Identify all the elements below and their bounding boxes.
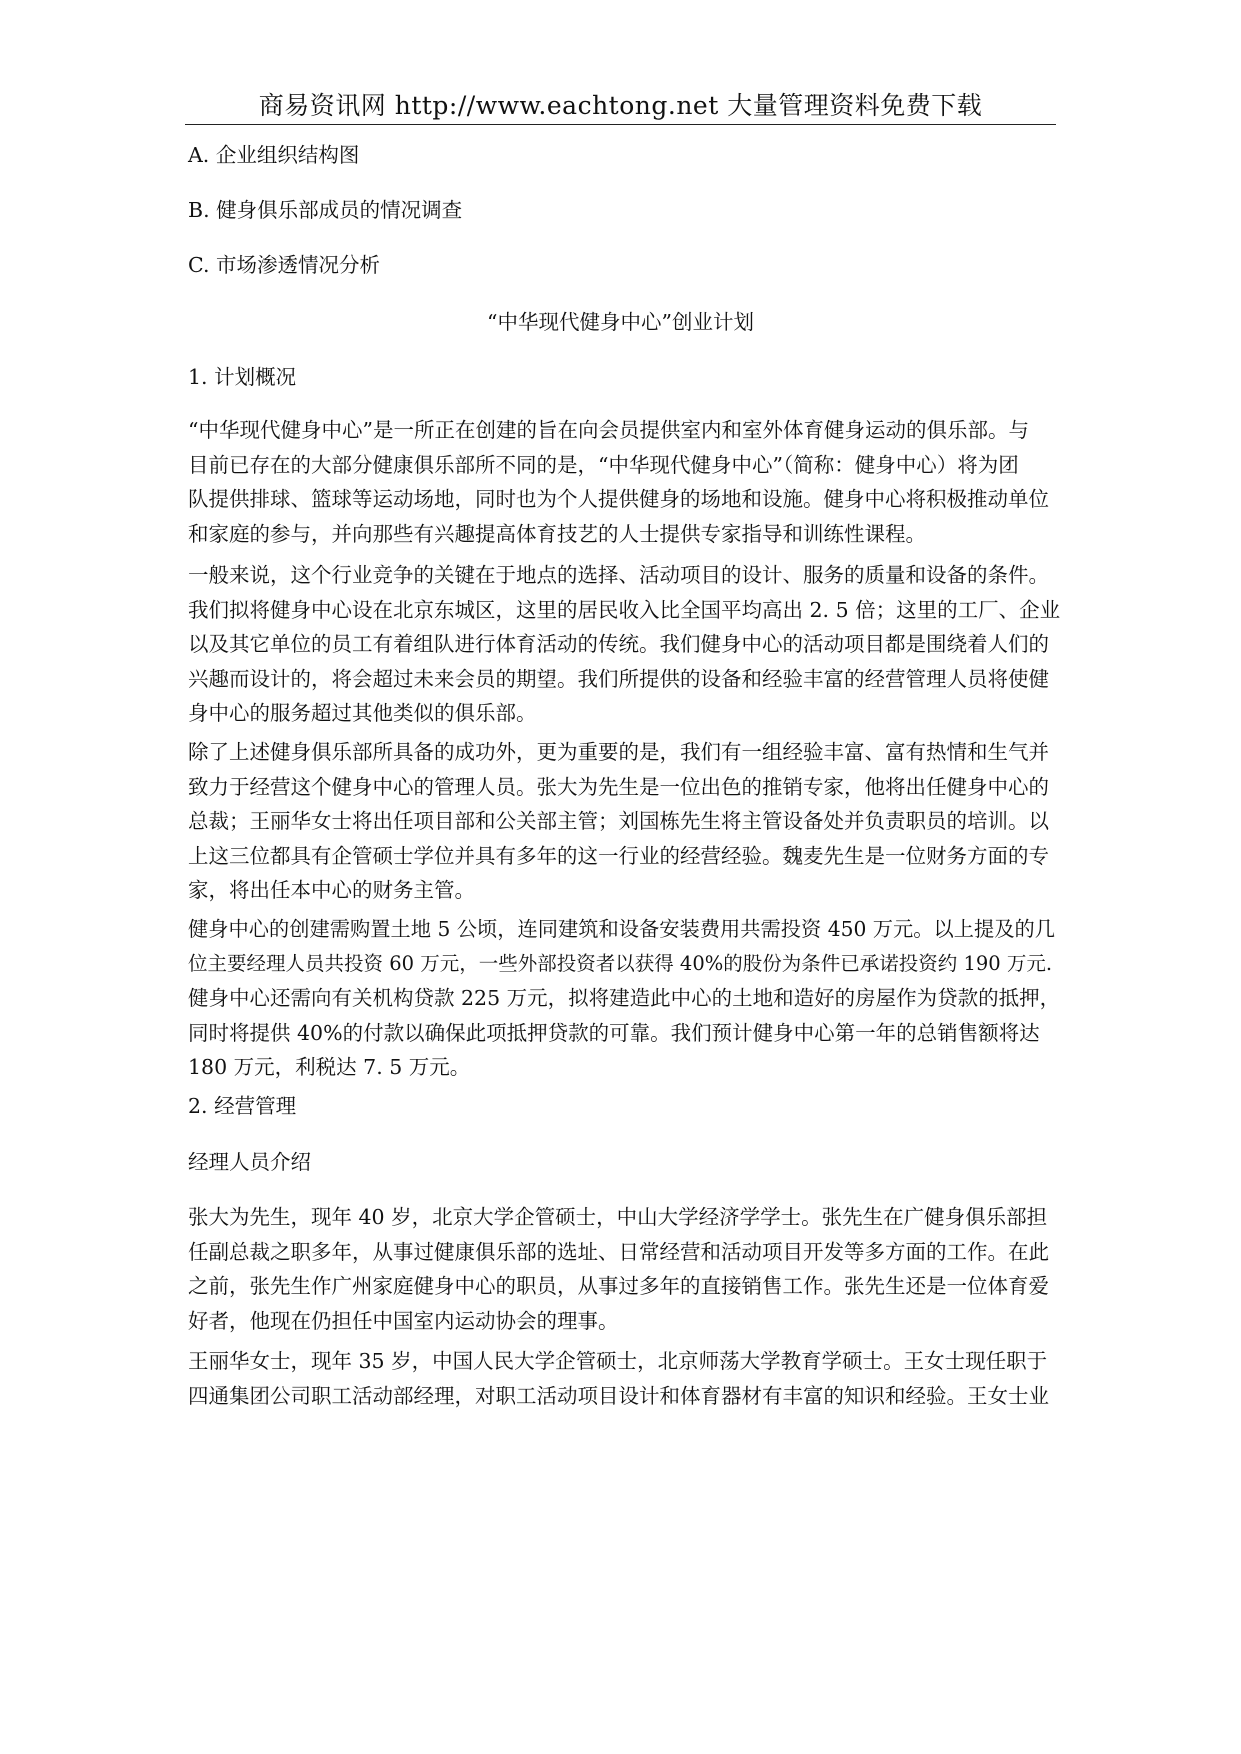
appendix-item-b: B. 健身俱乐部成员的情况调查 <box>188 198 463 222</box>
section-1-heading: 1. 计划概况 <box>188 365 297 389</box>
paragraph-line: 张大为先生，现年 40 岁，北京大学企管硕士，中山大学经济学学士。张先生在广健身俱乐部担 <box>188 1205 1048 1229</box>
paragraph-line: 四通集团公司职工活动部经理，对职工活动项目设计和体育器材有丰富的知识和经验。王女士业 <box>188 1383 1049 1408</box>
paragraph-line: 好者，他现在仍担任中国室内运动协会的理事。 <box>188 1308 619 1333</box>
paragraph-line: 我们拟将健身中心设在北京东城区，这里的居民收入比全国平均高出 2. 5 倍；这里的工厂、企业 <box>188 597 1061 622</box>
bio-wang-lihua <box>188 1344 1060 1413</box>
appendix-item-c: C. 市场渗透情况分析 <box>188 253 380 277</box>
paragraph-line: 之前，张先生作广州家庭健身中心的职员，从事过多年的直接销售工作。张先生还是一位体育爱 <box>188 1274 1049 1298</box>
managers-subheading: 经理人员介绍 <box>188 1150 311 1174</box>
paragraph-line: 和家庭的参与，并向那些有兴趣提高体育技艺的人士提供专家指导和训练性课程。 <box>188 521 926 546</box>
paragraph-line: 上这三位都具有企管硕士学位并具有多年的这一行业的经营经验。魏麦先生是一位财务方面的专 <box>188 843 1049 868</box>
paragraph-line: 健身中心的创建需购置土地 5 公顷，连同建筑和设备安装费用共需投资 450 万元。以上提及的几 <box>188 917 1056 941</box>
paragraph-line: 180 万元，利税达 7. 5 万元。 <box>188 1055 471 1079</box>
section-2-heading: 2. 经营管理 <box>188 1094 297 1118</box>
document-title: “中华现代健身中心”创业计划 <box>487 310 754 334</box>
page-header <box>185 84 1056 125</box>
paragraph-line: “中华现代健身中心”是一所正在创建的旨在向会员提供室内和室外体育健身运动的俱乐部。与 <box>188 418 1029 442</box>
paragraph-management-team <box>188 735 1060 908</box>
paragraph-line: 目前已存在的大部分健康俱乐部所不同的是，“中华现代健身中心”（简称：健身中心）将为团 <box>188 452 1019 477</box>
header-text: 商易资讯网 http://www.eachtong.net 大量管理资料免费下载 <box>258 91 983 120</box>
paragraph-line: 身中心的服务超过其他类似的俱乐部。 <box>188 701 537 725</box>
paragraph-line: 队提供排球、篮球等运动场地，同时也为个人提供健身的场地和设施。健身中心将积极推动单位 <box>188 487 1049 511</box>
paragraph-line: 任副总裁之职多年，从事过健康俱乐部的选址、日常经营和活动项目开发等多方面的工作。在此 <box>188 1239 1049 1264</box>
paragraph-line: 以及其它单位的员工有着组队进行体育活动的传统。我们健身中心的活动项目都是围绕着人们的 <box>188 632 1049 656</box>
paragraph-competition <box>188 558 1060 731</box>
paragraph-investment <box>188 912 1060 1085</box>
paragraph-overview <box>188 413 1060 551</box>
paragraph-line: 健身中心还需向有关机构贷款 225 万元，拟将建造此中心的土地和造好的房屋作为贷款的抵押， <box>188 986 1061 1010</box>
paragraph-line: 位主要经理人员共投资 60 万元，一些外部投资者以获得 40%的股份为条件已承诺投资约 190 万元. <box>188 951 1053 975</box>
paragraph-line: 家，将出任本中心的财务主管。 <box>188 878 475 902</box>
paragraph-line: 除了上述健身俱乐部所具备的成功外，更为重要的是，我们有一组经验丰富、富有热情和生气并 <box>188 740 1049 764</box>
paragraph-line: 王丽华女士，现年 35 岁，中国人民大学企管硕士，北京师荡大学教育学硕士。王女士现任职于 <box>188 1349 1048 1373</box>
appendix-item-a: A. 企业组织结构图 <box>188 143 360 167</box>
paragraph-line: 同时将提供 40%的付款以确保此项抵押贷款的可靠。我们预计健身中心第一年的总销售额将达 <box>188 1020 1040 1045</box>
paragraph-line: 一般来说，这个行业竞争的关键在于地点的选择、活动项目的设计、服务的质量和设备的条件。 <box>188 563 1049 587</box>
bio-zhang-dawei <box>188 1200 1060 1338</box>
paragraph-line: 总裁；王丽华女士将出任项目部和公关部主管；刘国栋先生将主管设备处并负责职员的培训。以 <box>188 809 1049 833</box>
paragraph-line: 兴趣而设计的，将会超过未来会员的期望。我们所提供的设备和经验丰富的经营管理人员将使健 <box>188 666 1049 691</box>
paragraph-line: 致力于经营这个健身中心的管理人员。张大为先生是一位出色的推销专家，他将出任健身中心的 <box>188 774 1049 799</box>
